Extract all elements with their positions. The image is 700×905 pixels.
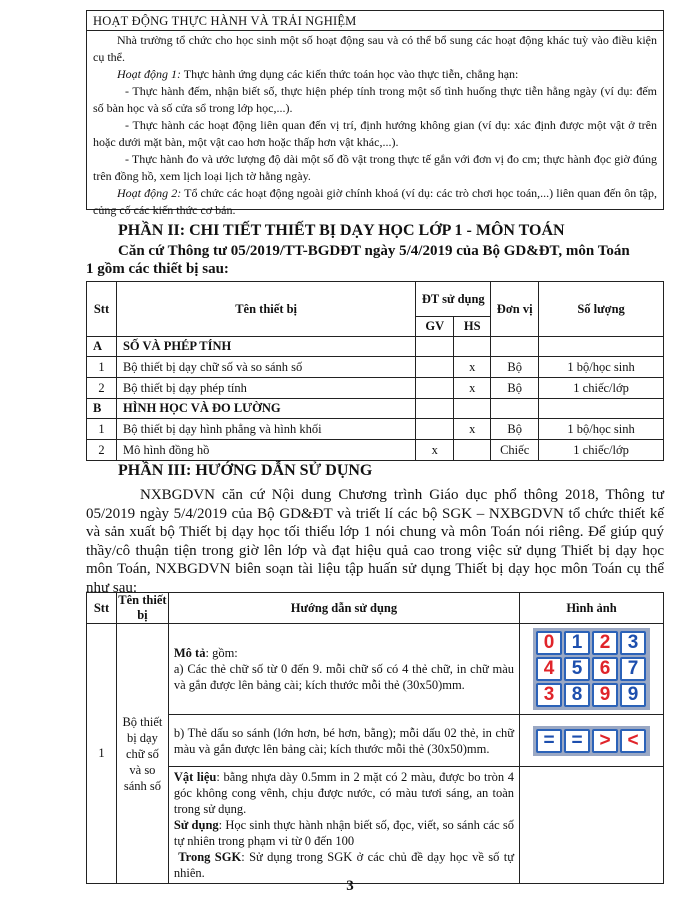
sign-cards-image bbox=[520, 715, 664, 767]
row-unit: Bộ bbox=[491, 357, 539, 378]
eq-header-hs: HS bbox=[454, 317, 491, 337]
description-label: Mô tả bbox=[173, 646, 206, 660]
page-number: 3 bbox=[346, 878, 354, 894]
activity-1-bullet-2: - Thực hành các hoạt động liên quan đến vị trí, định hướng không gian (ví dụ: xác định được một vật ở trên hoặc dưới mặt bàn, một vật cao hơn hoặc thấp hơn vật khác,...). bbox=[93, 118, 657, 149]
row-hs: x bbox=[454, 419, 491, 440]
row-unit: Bộ bbox=[491, 378, 539, 399]
material-usage-cell bbox=[168, 767, 519, 884]
eq-header-quantity: Số lượng bbox=[539, 282, 664, 337]
row-stt: 2 bbox=[87, 440, 117, 461]
use-row-name: Bộ thiết bị dạy chữ số và so sánh số bbox=[116, 624, 168, 884]
description-cell bbox=[168, 624, 519, 715]
activities-box bbox=[86, 10, 664, 217]
description-after: : gồm: bbox=[205, 646, 238, 660]
usage-table bbox=[86, 592, 664, 884]
eq-header-unit: Đơn vị bbox=[491, 282, 539, 337]
activity-1-text: Thực hành ứng dụng các kiến thức toán học vào thực tiễn, chẳng hạn: bbox=[181, 67, 519, 81]
group-code: A bbox=[87, 337, 117, 357]
material-label: Vật liệu bbox=[173, 770, 217, 784]
group-title: SỐ VÀ PHÉP TÍNH bbox=[116, 337, 415, 357]
group-code: B bbox=[87, 399, 117, 419]
table-row bbox=[87, 357, 664, 378]
activities-header: HOẠT ĐỘNG THỰC HÀNH VÀ TRẢI NGHIỆM bbox=[87, 11, 663, 31]
activity-2 bbox=[93, 185, 657, 219]
row-unit: Bộ bbox=[491, 419, 539, 440]
row-name: Mô hình đồng hồ bbox=[116, 440, 415, 461]
use-header-image: Hình ảnh bbox=[520, 593, 664, 624]
part-2-title: PHẦN II: CHI TIẾT THIẾT BỊ DẠY HỌC LỚP 1 - MÔN TOÁN bbox=[118, 222, 565, 239]
row-name: Bộ thiết bị dạy chữ số và so sánh số bbox=[116, 357, 415, 378]
activity-1 bbox=[93, 66, 657, 83]
description-a: a) Các thẻ chữ số từ 0 đến 9. mỗi chữ số có 4 thẻ chữ, in chữ màu và gắn được lên bảng cài; kích thước mỗi thẻ (30x50)mm. bbox=[173, 662, 515, 692]
use-header-name: Tên thiết bị bbox=[118, 593, 167, 622]
use-header-guide: Hướng dẫn sử dụng bbox=[168, 593, 519, 624]
sign-card: < bbox=[620, 729, 646, 753]
row-gv bbox=[416, 378, 454, 399]
sign-card: = bbox=[536, 729, 562, 753]
row-hs bbox=[454, 440, 491, 461]
row-name: Bộ thiết bị dạy phép tính bbox=[116, 378, 415, 399]
row-hs: x bbox=[454, 357, 491, 378]
digit-card: 3 bbox=[620, 631, 646, 655]
sgk-text: : Sử dụng trong SGK ở các chủ đề dạy học về số tự nhiên. bbox=[173, 850, 515, 880]
activity-1-bullet-1: - Thực hành đếm, nhận biết số, thực hiện phép tính trong một số tình huống thực tiễn hằng ngày (ví dụ: đếm số bàn học và số cửa sổ trong lớp học,...). bbox=[93, 84, 657, 115]
row-gv: x bbox=[416, 440, 454, 461]
row-qty: 1 chiếc/lớp bbox=[539, 378, 664, 399]
digit-card: 9 bbox=[592, 683, 618, 707]
material-text: : bằng nhựa dày 0.5mm in 2 mặt có 2 màu, được bo tròn 4 góc không cong vênh, chịu được nước, có màu tươi sáng, an toàn trong sử dụng. bbox=[173, 770, 515, 816]
part-2-intro-line-2: 1 gồm các thiết bị sau: bbox=[86, 261, 229, 277]
digit-card: 0 bbox=[536, 631, 562, 655]
usage bbox=[174, 817, 514, 849]
eq-header-users: ĐT sử dụng bbox=[416, 282, 491, 317]
digit-card: 1 bbox=[564, 631, 590, 655]
equipment-table bbox=[86, 281, 664, 461]
activity-1-label: Hoạt động 1: bbox=[117, 67, 181, 81]
sign-cards-grid bbox=[533, 726, 650, 756]
row-gv bbox=[416, 419, 454, 440]
description-b: b) Thẻ dấu so sánh (lớn hơn, bé hơn, bằng); mỗi dấu 02 thẻ, in chữ màu và gắn được lên bảng cài; kích thước mỗi thẻ (30x50)mm. bbox=[168, 715, 519, 767]
digit-card: 7 bbox=[620, 657, 646, 681]
table-row bbox=[87, 378, 664, 399]
use-header-stt: Stt bbox=[87, 593, 117, 624]
part-2-intro-line-1: Căn cứ Thông tư 05/2019/TT-BGDĐT ngày 5/4/2019 của Bộ GD&ĐT, môn Toán bbox=[118, 243, 630, 259]
activity-1-bullet-3: - Thực hành đo và ước lượng độ dài một số đồ vật trong thực tế gắn với đơn vị đo cm; thực hành đọc giờ đúng trên đồng hồ, xem lịch loại lịch tờ hằng ngày. bbox=[93, 152, 657, 183]
row-name: Bộ thiết bị dạy hình phẳng và hình khối bbox=[116, 419, 415, 440]
table-row bbox=[87, 440, 664, 461]
group-row bbox=[87, 399, 664, 419]
row-gv bbox=[416, 357, 454, 378]
row-qty: 1 bộ/học sinh bbox=[539, 357, 664, 378]
digit-card: 3 bbox=[536, 683, 562, 707]
description-heading bbox=[174, 645, 514, 661]
part-3-text: NXBGDVN căn cứ Nội dung Chương trình Giáo dục phổ thông 2018, Thông tư 05/2019 ngày 5/4/2019 của Bộ GD&ĐT và triết lí các bộ SGK – NXBGDVN tổ chức thiết kế và sản xuất bộ Thiết bị dạy học tối thiểu lớp 1 nói chung và môn Toán nói riêng. Để giúp quý thầy/cô thuận tiện trong giờ lên lớp và đạt hiệu quả cao trong việc sử dụng Thiết bị dạy học môn Toán, NXBGDVN biên soạn tài liệu tập huấn sử dụng Thiết bị dạy học môn Toán cụ thể như sau: bbox=[86, 487, 664, 596]
digit-card: 6 bbox=[592, 657, 618, 681]
eq-header-stt: Stt bbox=[87, 282, 117, 337]
activities-intro: Nhà trường tổ chức cho học sinh một số hoạt động sau và có thể bổ sung các hoạt động khác tuỳ vào điều kiện cụ thể. bbox=[93, 33, 657, 64]
digit-cards-grid bbox=[533, 628, 650, 710]
part-3-paragraph bbox=[86, 486, 664, 597]
material bbox=[174, 769, 514, 817]
digit-card: 8 bbox=[564, 683, 590, 707]
sign-card: = bbox=[564, 729, 590, 753]
row-stt: 1 bbox=[87, 419, 117, 440]
row-stt: 2 bbox=[87, 378, 117, 399]
digit-card: 4 bbox=[536, 657, 562, 681]
row-qty: 1 bộ/học sinh bbox=[539, 419, 664, 440]
usage-text: : Học sinh thực hành nhận biết số, đọc, viết, so sánh các số tự nhiên trong phạm vi từ 0 đến 100 bbox=[173, 818, 515, 848]
digit-card: 2 bbox=[592, 631, 618, 655]
group-title: HÌNH HỌC VÀ ĐO LƯỜNG bbox=[116, 399, 415, 419]
group-row bbox=[87, 337, 664, 357]
row-unit: Chiếc bbox=[491, 440, 539, 461]
sign-card: > bbox=[592, 729, 618, 753]
row-qty: 1 chiếc/lớp bbox=[539, 440, 664, 461]
activity-2-label: Hoạt động 2: bbox=[117, 186, 182, 200]
row-hs: x bbox=[454, 378, 491, 399]
eq-header-name: Tên thiết bị bbox=[116, 282, 415, 337]
use-row-stt: 1 bbox=[87, 624, 117, 884]
eq-header-gv: GV bbox=[416, 317, 454, 337]
activity-2-text: Tổ chức các hoạt động ngoài giờ chính khoá (ví dụ: các trò chơi học toán,...) liên quan đến ôn tập, củng cố các kiến thức cơ bản. bbox=[93, 186, 657, 217]
sgk-label: Trong SGK bbox=[178, 850, 242, 864]
row-stt: 1 bbox=[87, 357, 117, 378]
table-row bbox=[87, 419, 664, 440]
digit-cards-image bbox=[520, 624, 664, 715]
sgk bbox=[174, 849, 514, 881]
digit-card: 5 bbox=[564, 657, 590, 681]
usage-label: Sử dụng bbox=[173, 818, 219, 832]
digit-card: 9 bbox=[620, 683, 646, 707]
part-3-title: PHẦN III: HƯỚNG DẪN SỬ DỤNG bbox=[118, 462, 373, 479]
